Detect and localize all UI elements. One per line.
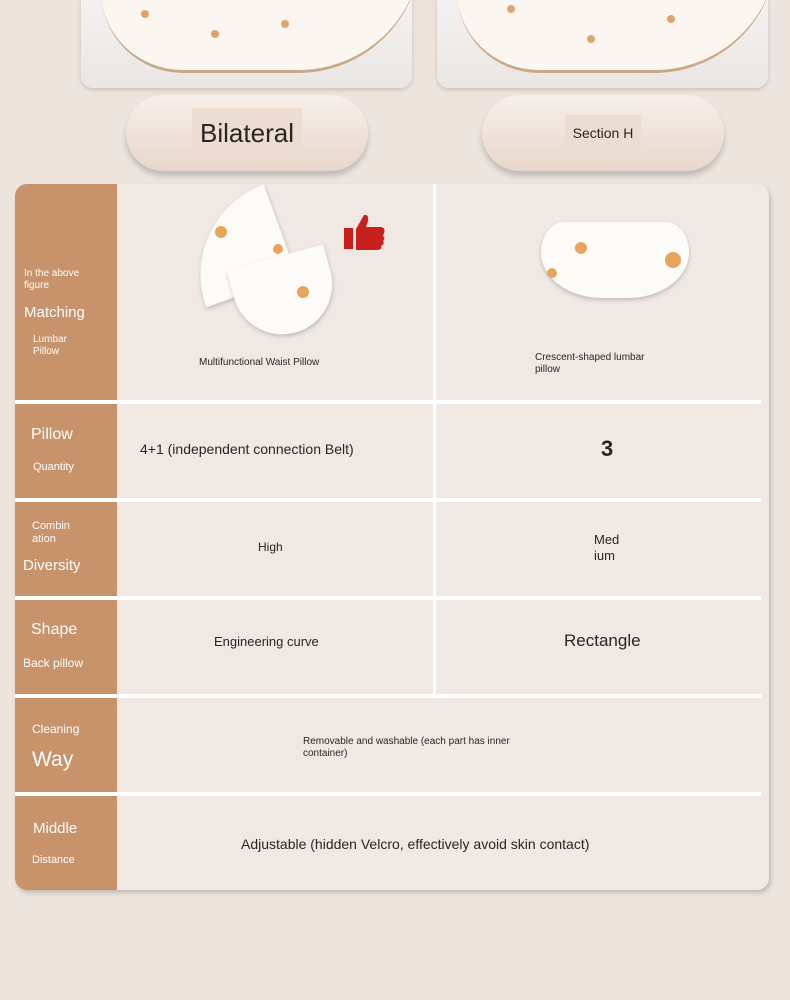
row-header-line: Pillow [31, 426, 73, 443]
row-header-line: Shape [31, 621, 78, 638]
row-header-line: Middle [33, 820, 78, 837]
product-photo-right [437, 0, 768, 88]
multifunctional-pillow-image [185, 196, 345, 336]
table-row-quantity [15, 404, 761, 498]
row-header-line: Cleaning [32, 722, 80, 736]
row-header-quantity [15, 404, 117, 498]
option-pill-section-h [482, 95, 724, 171]
row-header-line: Diversity [23, 557, 81, 574]
table-row-matching [15, 184, 761, 401]
row-header-line: ation [32, 533, 56, 545]
cell-shape-left: Engineering curve [214, 634, 319, 649]
comparison-table [15, 184, 769, 890]
row-header-line: Distance [32, 854, 75, 866]
row-header-line: Pillow [33, 346, 60, 357]
option-label-section-h: Section H [565, 115, 642, 151]
table-row-cleaning [15, 698, 761, 792]
crescent-pillow-image [535, 220, 695, 310]
thumbs-up-icon [343, 212, 387, 252]
cell-cleaning: container) [303, 748, 348, 759]
option-pill-bilateral [126, 95, 368, 171]
row-header-line: Quantity [33, 461, 74, 473]
table-row-distance [15, 796, 761, 890]
option-label-bilateral: Bilateral [192, 108, 302, 159]
row-header-line: Combin [32, 520, 70, 532]
row-header-shape [15, 600, 117, 694]
table-row-diversity [15, 502, 761, 596]
row-header-cleaning [15, 698, 117, 792]
column-divider [433, 184, 436, 694]
row-header-distance [15, 796, 117, 890]
cell-diversity-left: High [258, 540, 283, 554]
table-row-shape [15, 600, 761, 694]
row-header-line: Matching [24, 304, 85, 321]
row-header-line: Way [32, 748, 74, 771]
cell-diversity-right: Med [594, 532, 620, 547]
row-header-line: Back pillow [23, 656, 84, 670]
row-header-matching [15, 184, 117, 401]
cell-matching-left: Multifunctional Waist Pillow [199, 357, 320, 368]
cell-shape-right: Rectangle [564, 631, 641, 650]
cell-cleaning: Removable and washable (each part has inner [303, 736, 510, 747]
cell-matching-right: pillow [535, 364, 561, 375]
row-header-line: figure [24, 280, 50, 291]
row-header-line: Lumbar [33, 334, 67, 345]
cell-quantity-left: 4+1 (independent connection Belt) [140, 441, 354, 457]
row-header-diversity [15, 502, 117, 596]
cell-matching-right: Crescent-shaped lumbar [535, 352, 645, 363]
product-photo-left [81, 0, 412, 88]
row-header-line: In the above [24, 268, 80, 279]
cell-distance: Adjustable (hidden Velcro, effectively avoid skin contact) [241, 836, 590, 852]
cell-quantity-right: 3 [601, 436, 614, 461]
cell-diversity-right: ium [594, 548, 615, 563]
